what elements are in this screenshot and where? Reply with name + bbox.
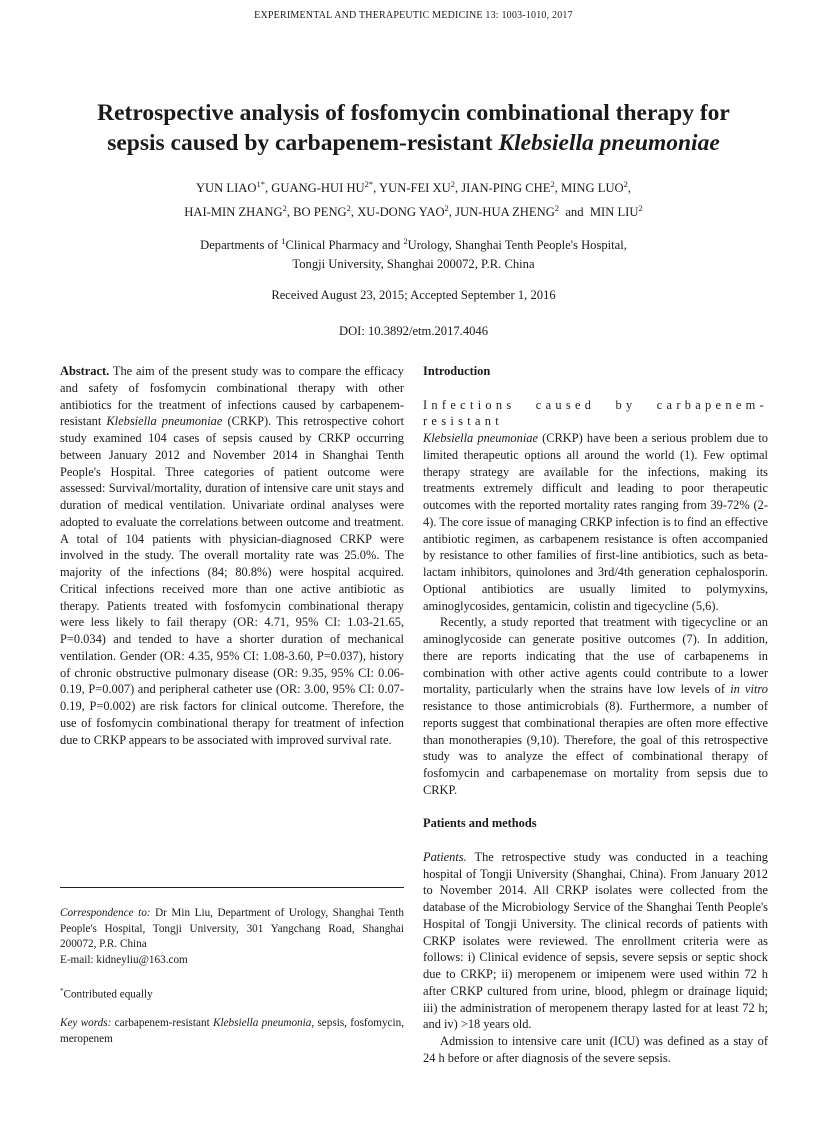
text-run: (CRKP). This retrospective cohort study examined 104 cases of sepsis caused by CRKP occurring between January 2012 and November 2014 in Shanghai Tenth People's Hospital. Three categories of patient outcome were assessed: Survival/mortality, duration of intensive care unit stays and duration of medical ventilation. Univariate ordinal analyses were adopted to evaluate the correlations between outcome and treatment. A total of 104 patients with physician-diagnosed CRKP were involved in the study. The overall mortality rate was 25.0%. The majority of the infections (84; 80.8%) were hospital acquired. Critical infections received more than one active antibiotic as therapy. Patients treated with fosfomycin combinational therapy were less likely to fail therapy (OR: 4.71, 95% CI: 1.03-21.65, P=0.034) and tended to have a shorter duration of mechanical ventilation. Gender (OR: 4.35, 95% CI: 1.08-3.60, P=0.037), history of chronic obstructive pulmonary disease (OR: 9.35, 95% CI: 0.06-0.19, P=0.007) and peripheral catheter use (OR: 3.00, 95% CI: 0.07-0.19, P=0.002) are risk factors for clinical outcome. Therefore, the use of fosfomycin combinational therapy for treatment of infection due to CRKP appears to be associated with improved survival rate. — [60, 414, 405, 747]
paper-title — [40, 98, 787, 158]
contributed-mark: * — [60, 987, 64, 995]
author — [293, 205, 351, 219]
introduction-heading: Introduction — [423, 364, 491, 378]
author-and: and — [565, 205, 584, 220]
intro-paragraph-2 — [423, 614, 768, 798]
received-dates: Received August 23, 2015; Accepted September 1, 2016 — [271, 288, 556, 302]
title-line-1: Retrospective analysis of fosfomycin combinational therapy for — [97, 100, 730, 126]
author-name: YUN LIAO — [195, 181, 257, 196]
abstract-text — [60, 364, 404, 747]
text-run: , sepsis, fosfomycin, meropenem — [60, 1017, 405, 1045]
author-affil-sup: 2* — [364, 179, 374, 189]
author — [590, 205, 643, 219]
author-affil-sup: 2 — [623, 179, 628, 189]
abstract-label: Abstract. — [60, 364, 110, 378]
author-affil-sup: 2 — [638, 203, 643, 214]
author-affil-sup: 2 — [554, 203, 560, 214]
methods-paragraph-1 — [423, 849, 768, 1033]
keywords-text — [60, 1017, 404, 1045]
author — [196, 181, 265, 195]
running-head: EXPERIMENTAL AND THERAPEUTIC MEDICINE 13: 1003-1010, 2017 — [254, 10, 573, 21]
correspondence-text: Dr Min Liu, Department of Urology, Shanghai Tenth People's Hospital, Tongji University, 301 Yangchang Road, Shanghai 200072, P.R. China — [60, 907, 404, 950]
author-name: XU-DONG YAO — [357, 205, 445, 220]
correspondence — [60, 906, 404, 968]
author-name: GUANG-HUI HU — [271, 181, 365, 196]
text-run: resistance to those antimicrobials (8). Furthermore, a number of reports suggest that combinational therapies are often more effective than monotherapies (9,10). Therefore, the goal of this retrospective study was to analyze the effect of combinational therapy of fosfomycin and carbapenemase on mortality from sepsis due to CRKP. — [423, 699, 768, 797]
title-line-2 — [40, 128, 787, 158]
author — [271, 181, 373, 195]
affil-line-2: Tongji University, Shanghai 200072, P.R. China — [292, 257, 535, 272]
italic-term: in vitro — [730, 682, 768, 697]
keywords-label: Key words: — [60, 1017, 112, 1029]
author-name: MING LUO — [561, 181, 624, 196]
italic-term: Klebsiella pneumoniae — [423, 431, 538, 445]
author — [461, 181, 554, 195]
correspondence-label: Correspondence to: — [60, 907, 151, 919]
text-run: Recently, a study reported that treatment with tigecycline or an aminoglycoside can generate positive outcomes (7). In addition, there are reports indicating that the use of carbapenems in combination with other active agents could contribute to a lower mortality, particularly when the strains have low levels of — [423, 615, 768, 697]
right-column — [423, 363, 768, 1067]
intro-first-line: Infections caused by carbapenem-resistant — [423, 397, 768, 429]
author-affil-sup: 2 — [444, 203, 449, 214]
affil-sup-1: 1 — [281, 236, 286, 246]
text-run: The aim of the present study was to compare the efficacy and safety of fosfomycin combinational therapy with other antibiotics for the treatment of infections caused by carbapenem-resistant — [60, 364, 404, 429]
intro-p1-text — [423, 431, 768, 613]
author-list: YUN $LIAO^{1*}$, GUANG-HUI $HU^{2*}$, YUN-FEI $XU^2$, JIAN-PING CHE$^2$, MING LUO$^2$, HAI-MIN ZHANG$^2$, BO PENG$^2$, XU-DONG YAO$^2$, JUN-HUA ZHENG$^2$ and MIN LIU$^2$ — [184, 179, 643, 220]
keywords — [60, 1016, 404, 1047]
text-run: (CRKP) have been a serious problem due to limited therapeutic options all around the world (1). Few optimal therapy strategy are available for the infections, making its treatments extremely difficult and leading to poor therapeutic outcomes with the reported mortality rates ranging from 39-72% (2-4). The core issue of managing CRKP infection is to find an effective antibiotic regimen, as carbapenem resistance is often accompanied by resistance to other families of first-line antibiotics, such as beta-lactam inhibitors, quinolones and 3rd/4th generation cephalosporin. Optional antibiotics are usually limited to polymyxins, aminoglycosides, gentamicin, colistin and tigecycline (5,6). — [423, 431, 769, 613]
contributed-note — [60, 984, 404, 1003]
author-name: BO PENG — [293, 205, 347, 220]
affiliations — [60, 232, 767, 274]
doi: DOI: 10.3892/etm.2017.4046 — [338, 324, 489, 338]
italic-term: Klebsiella pneumoniae — [106, 414, 223, 429]
author-affil-sup: 2 — [346, 203, 351, 214]
methods-heading: Patients and methods — [423, 816, 537, 831]
left-column — [60, 363, 404, 748]
author-affil-sup: 2 — [282, 203, 287, 214]
footnote-divider — [60, 887, 404, 888]
affil-prefix: Departments of — [200, 238, 282, 253]
italic-term: Klebsiella pneumonia — [212, 1017, 312, 1029]
author-name: HAI-MIN ZHANG — [184, 205, 283, 220]
author-name: YUN-FEI XU — [379, 181, 451, 196]
author-name: JUN-HUA ZHENG — [455, 205, 555, 220]
text-run: carbapenem-resistant — [111, 1017, 213, 1029]
author-affil-sup: 2 — [550, 179, 555, 189]
intro-paragraph-1 — [423, 397, 768, 615]
methods-paragraph-2: Admission to intensive care unit (ICU) was defined as a stay of 24 h before or after diagnosis of the severe sepsis. — [423, 1034, 768, 1065]
affil-dept-1: Clinical Pharmacy and — [285, 238, 404, 253]
abstract — [60, 363, 404, 748]
email[interactable]: E-mail: kidneyliu@163.com — [60, 953, 188, 966]
affil-sup-2: 2 — [403, 236, 408, 246]
intro-p2-text — [423, 615, 768, 797]
author — [357, 205, 449, 219]
affil-dept-2: Urology, Shanghai Tenth People's Hospital, — [407, 238, 627, 253]
contributed-text: Contributed equally — [63, 988, 153, 1001]
methods-p1-text: The retrospective study was conducted in a teaching hospital of Tongji University (Shanghai, China). From January 2012 to November 2014. All CRKP isolates were collected from the database of the Microbiology Service of the Shanghai Tenth People's Hospital of Tongji University. The clinical records of patients with CRKP isolates were reviewed. The enrollment criteria were as follows: i) Clinical evidence of sepsis, severe sepsis or septic shock due to CRKP; ii) meropenem or imipenem were used within 72 h after CRKP cultured from urine, blood, phlegm or drainage liquid; iii) the administration of meropenem therapy lasted for at least 72 h; and iv) >18 years old. — [423, 849, 768, 1032]
author — [184, 205, 287, 219]
title-species: Klebsiella pneumoniae — [498, 130, 720, 156]
author-name: MIN LIU — [589, 205, 639, 220]
author-affil-sup: 2 — [450, 179, 455, 189]
author — [379, 181, 455, 195]
author-name: JIAN-PING CHE — [461, 181, 551, 196]
title-line-2-text: sepsis caused by carbapenem-resistant — [107, 130, 499, 156]
patients-label: Patients. — [423, 849, 467, 864]
author-affil-sup: 1* — [256, 179, 265, 189]
author — [561, 181, 628, 195]
author — [455, 205, 559, 219]
